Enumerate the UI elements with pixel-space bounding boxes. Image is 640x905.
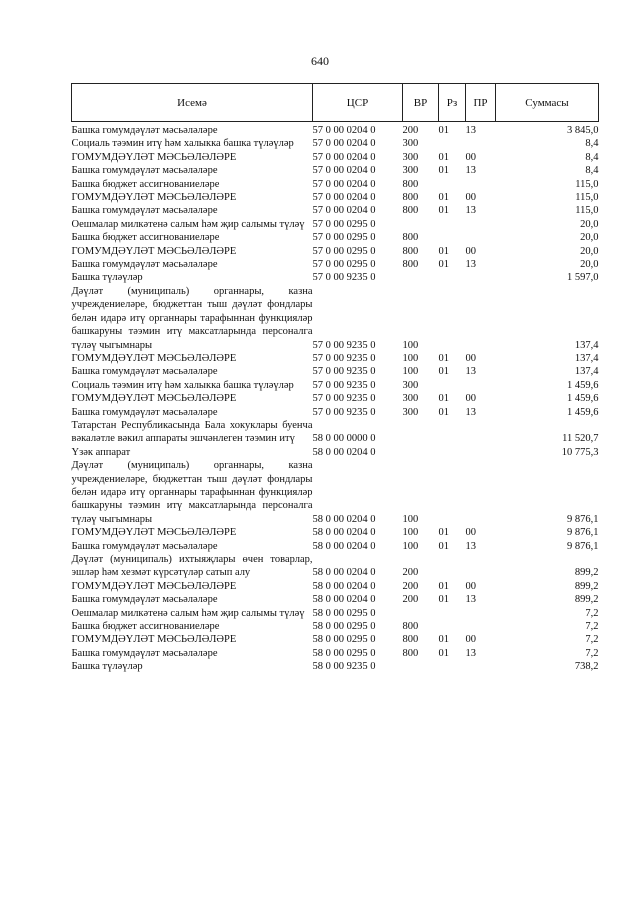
row-name: Башка бюджет ассигнованиеләре <box>71 232 220 244</box>
row-name: Башка түләүләр <box>71 272 143 284</box>
page-number: 640 <box>311 54 329 68</box>
row-sum: 20,0 <box>580 218 599 230</box>
row-pr <box>466 660 496 673</box>
row-csr: 57 0 00 9235 0 <box>312 379 376 391</box>
table-row <box>72 660 599 673</box>
row-csr: 57 0 00 0204 0 <box>312 178 376 190</box>
row-vr: 800 <box>402 245 419 257</box>
row-pr: 00 <box>465 352 476 364</box>
row-csr: 58 0 00 0295 0 <box>312 621 376 633</box>
row-csr: 57 0 00 9235 0 <box>312 339 376 351</box>
row-pr: 13 <box>465 366 476 378</box>
table-row <box>72 607 599 620</box>
row-sum: 7,2 <box>585 647 599 659</box>
row-sum: 1 459,6 <box>567 406 599 418</box>
row-csr: 57 0 00 9235 0 <box>312 366 376 378</box>
row-vr: 200 <box>402 125 419 136</box>
row-rz: 01 <box>438 259 449 271</box>
row-pr: 13 <box>465 205 476 217</box>
header-rz: Рз <box>439 84 466 122</box>
row-rz: 01 <box>438 245 449 257</box>
row-vr: 800 <box>402 178 419 190</box>
table-row <box>72 647 599 660</box>
row-rz: 01 <box>438 151 449 163</box>
row-name: Башка гомумдәүләт мәсьәләләре <box>71 406 218 418</box>
table-row <box>72 620 599 633</box>
row-vr: 800 <box>402 205 419 217</box>
row-sum: 137,4 <box>574 352 599 364</box>
table-row <box>72 633 599 646</box>
row-pr: 13 <box>465 540 476 552</box>
row-vr: 200 <box>402 580 419 592</box>
row-rz <box>439 553 466 580</box>
row-name: Башка бюджет ассигнованиеләре <box>71 178 220 190</box>
row-sum: 20,0 <box>580 259 599 271</box>
row-vr: 800 <box>402 192 419 204</box>
table-row <box>72 406 599 419</box>
row-sum: 137,4 <box>574 339 599 351</box>
row-vr: 800 <box>402 259 419 271</box>
row-sum: 1 459,6 <box>567 393 599 405</box>
row-rz <box>439 218 466 231</box>
row-csr: 57 0 00 9235 0 <box>312 406 376 418</box>
table-row <box>72 137 599 150</box>
row-csr: 58 0 00 0295 0 <box>312 634 376 646</box>
row-pr: 13 <box>465 647 476 659</box>
row-csr: 57 0 00 0204 0 <box>312 138 376 150</box>
row-rz <box>439 379 466 392</box>
row-csr: 57 0 00 0204 0 <box>312 151 376 163</box>
row-name: ГОМУМДӘҮЛӘТ МӘСЬӘЛӘЛӘРЕ <box>71 352 237 364</box>
table-row <box>72 379 599 392</box>
row-csr: 58 0 00 0204 0 <box>312 594 376 606</box>
row-vr <box>403 271 439 284</box>
row-csr: 58 0 00 0295 0 <box>312 647 376 659</box>
row-name: Социаль тәэмин итү һәм халыкка башка түләүләр <box>71 138 294 150</box>
row-name: ГОМУМДӘҮЛӘТ МӘСЬӘЛӘЛӘРЕ <box>71 245 237 257</box>
row-vr: 100 <box>402 513 419 525</box>
row-csr: 58 0 00 0204 0 <box>312 527 376 539</box>
row-pr: 13 <box>465 594 476 606</box>
row-sum: 137,4 <box>574 366 599 378</box>
row-csr: 57 0 00 9235 0 <box>312 393 376 405</box>
row-vr: 800 <box>402 621 419 633</box>
row-name: ГОМУМДӘҮЛӘТ МӘСЬӘЛӘЛӘРЕ <box>71 580 237 592</box>
row-vr: 100 <box>402 352 419 364</box>
row-vr: 300 <box>402 406 419 418</box>
row-vr: 100 <box>402 339 419 351</box>
table-row <box>72 204 599 217</box>
row-pr <box>466 218 496 231</box>
row-name: Башка гомумдәүләт мәсьәләләре <box>71 259 218 271</box>
row-csr: 58 0 00 0204 0 <box>312 540 376 552</box>
row-rz: 01 <box>438 393 449 405</box>
row-vr: 100 <box>402 527 419 539</box>
row-name: ГОМУМДӘҮЛӘТ МӘСЬӘЛӘЛӘРЕ <box>71 634 237 646</box>
row-csr: 58 0 00 0000 0 <box>312 433 376 445</box>
row-rz <box>439 660 466 673</box>
row-pr <box>466 178 496 191</box>
row-rz <box>439 607 466 620</box>
row-rz <box>439 459 466 526</box>
row-rz <box>439 620 466 633</box>
row-sum: 8,4 <box>585 151 599 163</box>
row-vr: 300 <box>402 393 419 405</box>
row-sum: 899,2 <box>574 594 599 606</box>
budget-table <box>71 83 599 674</box>
table-row <box>72 580 599 593</box>
row-name: Дәүләт (муниципаль) органнары, казна учреждениеләре, бюджеттан тыш дәүләт фондлары белән идарә итү органнары тарафыннан функцияләр башкаруны тәэмин итү максатларында персоналга түләү чыгымнары <box>71 285 313 351</box>
header-sum: Суммасы <box>496 84 599 122</box>
table-header-row <box>72 84 599 122</box>
row-vr: 100 <box>402 366 419 378</box>
row-rz <box>439 419 466 446</box>
header-name: Исемә <box>72 84 313 122</box>
row-vr: 100 <box>402 540 419 552</box>
row-rz: 01 <box>438 165 449 177</box>
row-pr <box>466 379 496 392</box>
row-name: Башка гомумдәүләт мәсьәләләре <box>71 205 218 217</box>
row-sum: 1 597,0 <box>567 272 599 284</box>
row-rz: 01 <box>438 527 449 539</box>
row-sum: 115,0 <box>575 192 599 204</box>
row-sum: 9 876,1 <box>567 527 599 539</box>
row-sum: 9 876,1 <box>567 513 599 525</box>
row-vr <box>403 218 439 231</box>
table-row <box>72 122 599 138</box>
row-name: ГОМУМДӘҮЛӘТ МӘСЬӘЛӘЛӘРЕ <box>71 527 237 539</box>
row-sum: 115,0 <box>575 205 599 217</box>
row-vr <box>403 446 439 459</box>
row-name: Социаль тәэмин итү һәм халыкка башка түләүләр <box>71 379 294 391</box>
row-pr: 13 <box>465 125 476 136</box>
row-csr: 57 0 00 0204 0 <box>312 192 376 204</box>
row-csr: 57 0 00 9235 0 <box>312 272 376 284</box>
row-pr: 13 <box>465 406 476 418</box>
row-csr: 57 0 00 0204 0 <box>312 125 376 136</box>
row-name: Башка гомумдәүләт мәсьәләләре <box>71 165 218 177</box>
row-name: Дәүләт (муниципаль) органнары, казна учреждениеләре, бюджеттан тыш дәүләт фондлары белән идарә итү органнары тарафыннан функцияләр башкаруны тәэмин итү максатларында персоналга түләү чыгымнары <box>71 460 313 525</box>
row-csr: 57 0 00 0295 0 <box>312 218 376 230</box>
row-rz <box>439 137 466 150</box>
row-sum: 738,2 <box>574 661 599 673</box>
row-rz: 01 <box>438 366 449 378</box>
row-sum: 8,4 <box>585 165 599 177</box>
row-sum: 3 845,0 <box>567 125 599 136</box>
table-row <box>72 285 599 352</box>
table-row <box>72 164 599 177</box>
row-vr <box>403 607 439 620</box>
row-rz: 01 <box>438 647 449 659</box>
row-name: ГОМУМДӘҮЛӘТ МӘСЬӘЛӘЛӘРЕ <box>71 151 237 163</box>
row-csr: 58 0 00 9235 0 <box>312 661 376 673</box>
row-pr: 13 <box>465 165 476 177</box>
row-pr: 00 <box>465 580 476 592</box>
row-rz: 01 <box>438 125 449 136</box>
row-sum: 20,0 <box>580 245 599 257</box>
row-vr: 800 <box>402 232 419 244</box>
table-row <box>72 151 599 164</box>
row-pr: 00 <box>465 527 476 539</box>
row-csr: 58 0 00 0204 0 <box>312 446 376 458</box>
row-vr <box>403 419 439 446</box>
table-row <box>72 553 599 580</box>
row-sum: 10 775,3 <box>561 446 599 458</box>
row-vr: 300 <box>402 138 419 150</box>
table-row <box>72 352 599 365</box>
row-name: Оешмалар милкәтенә салым һәм җир салымы түләү <box>71 218 305 230</box>
row-name: Башка гомумдәүләт мәсьәләләре <box>71 647 218 659</box>
table-row <box>72 593 599 606</box>
row-pr <box>466 553 496 580</box>
row-csr: 57 0 00 0295 0 <box>312 245 376 257</box>
table-row <box>72 526 599 539</box>
header-pr: ПР <box>466 84 496 122</box>
row-name: Башка гомумдәүләт мәсьәләләре <box>71 594 218 606</box>
table-row <box>72 245 599 258</box>
row-pr <box>466 271 496 284</box>
table-row <box>72 540 599 553</box>
row-rz: 01 <box>438 406 449 418</box>
row-sum: 11 520,7 <box>562 433 599 445</box>
row-vr: 800 <box>402 634 419 646</box>
row-sum: 9 876,1 <box>567 540 599 552</box>
table-row <box>72 258 599 271</box>
row-rz: 01 <box>438 634 449 646</box>
row-name: Башка гомумдәүләт мәсьәләләре <box>71 125 218 136</box>
row-vr: 300 <box>402 165 419 177</box>
row-csr: 58 0 00 0204 0 <box>312 580 376 592</box>
row-csr: 58 0 00 0295 0 <box>312 607 376 619</box>
header-csr: ЦСР <box>313 84 403 122</box>
table-row <box>72 271 599 284</box>
row-pr <box>466 285 496 352</box>
row-vr: 800 <box>402 647 419 659</box>
row-rz <box>439 231 466 244</box>
row-pr <box>466 446 496 459</box>
row-pr: 00 <box>465 634 476 646</box>
table-body <box>72 122 599 674</box>
row-sum: 7,2 <box>585 621 599 633</box>
row-csr: 57 0 00 0204 0 <box>312 205 376 217</box>
row-name: Башка гомумдәүләт мәсьәләләре <box>71 366 218 378</box>
table-row <box>72 218 599 231</box>
table-row <box>72 419 599 446</box>
row-rz: 01 <box>438 205 449 217</box>
row-sum: 8,4 <box>585 138 599 150</box>
row-sum: 7,2 <box>585 634 599 646</box>
row-name: Татарстан Республикасында Бала хокуклары буенча вәкаләтле вәкил аппараты эшчәнлеген тәэмин итү <box>71 419 313 445</box>
row-pr: 00 <box>465 151 476 163</box>
row-rz <box>439 285 466 352</box>
row-name: Башка гомумдәүләт мәсьәләләре <box>71 540 218 552</box>
row-pr <box>466 231 496 244</box>
row-csr: 58 0 00 0204 0 <box>312 513 376 525</box>
table-row <box>72 459 599 526</box>
row-pr: 00 <box>465 192 476 204</box>
row-vr: 200 <box>402 594 419 606</box>
table-row <box>72 191 599 204</box>
row-rz: 01 <box>438 352 449 364</box>
row-name: ГОМУМДӘҮЛӘТ МӘСЬӘЛӘЛӘРЕ <box>71 192 237 204</box>
row-csr: 57 0 00 0295 0 <box>312 259 376 271</box>
table-row <box>72 392 599 405</box>
row-sum: 899,2 <box>574 567 599 579</box>
row-vr: 300 <box>402 379 419 391</box>
row-vr: 200 <box>402 567 419 579</box>
row-rz <box>439 446 466 459</box>
row-sum: 20,0 <box>580 232 599 244</box>
row-sum: 7,2 <box>585 607 599 619</box>
row-pr: 00 <box>465 393 476 405</box>
row-csr: 58 0 00 0204 0 <box>312 567 376 579</box>
header-vr: ВР <box>403 84 439 122</box>
row-rz <box>439 271 466 284</box>
row-rz: 01 <box>438 540 449 552</box>
row-sum: 899,2 <box>574 580 599 592</box>
row-rz: 01 <box>438 192 449 204</box>
row-vr: 300 <box>402 151 419 163</box>
row-pr <box>466 137 496 150</box>
row-rz: 01 <box>438 594 449 606</box>
row-rz: 01 <box>438 580 449 592</box>
row-name: ГОМУМДӘҮЛӘТ МӘСЬӘЛӘЛӘРЕ <box>71 393 237 405</box>
row-sum: 115,0 <box>575 178 599 190</box>
row-pr <box>466 620 496 633</box>
row-rz <box>439 178 466 191</box>
row-sum: 1 459,6 <box>567 379 599 391</box>
row-name: Башка түләүләр <box>71 661 143 673</box>
table-row <box>72 446 599 459</box>
row-name: Дәүләт (муниципаль) ихтыяҗлары өчен товарлар, эшләр һәм хезмәт күрсәтүләр сатып алу <box>71 554 313 579</box>
row-csr: 57 0 00 9235 0 <box>312 352 376 364</box>
row-pr: 13 <box>465 259 476 271</box>
row-name: Башка бюджет ассигнованиеләре <box>71 621 220 633</box>
row-vr <box>403 660 439 673</box>
row-pr <box>466 607 496 620</box>
table-row <box>72 365 599 378</box>
row-pr: 00 <box>465 245 476 257</box>
row-pr <box>466 419 496 446</box>
table-row <box>72 231 599 244</box>
table-row <box>72 178 599 191</box>
row-csr: 57 0 00 0204 0 <box>312 165 376 177</box>
row-pr <box>466 459 496 526</box>
row-csr: 57 0 00 0295 0 <box>312 232 376 244</box>
row-name: Оешмалар милкәтенә салым һәм җир салымы түләү <box>71 607 305 619</box>
row-name: Үзәк аппарат <box>71 446 131 458</box>
